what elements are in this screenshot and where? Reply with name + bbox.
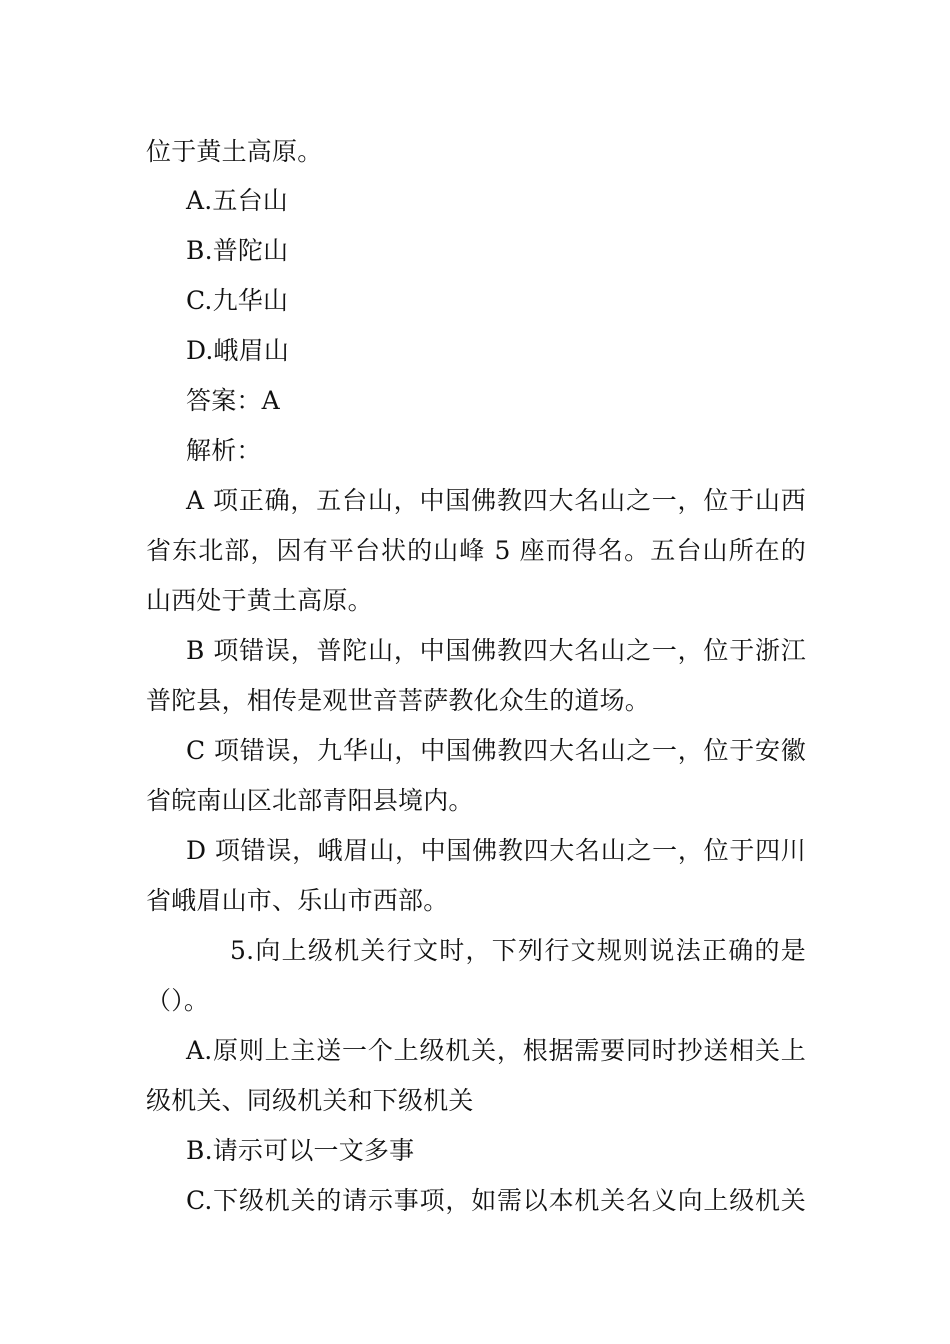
q5-option-b: B.请示可以一文多事 (186, 1136, 415, 1165)
analysis-heading: 解析： (186, 436, 262, 465)
analysis-a-line-1: A 项正确，五台山，中国佛教四大名山之一，位于山西 (186, 486, 806, 515)
q5-option-c-line-1: C.下级机关的请示事项，如需以本机关名义向上级机关 (186, 1186, 806, 1215)
option-d: D.峨眉山 (186, 336, 290, 365)
analysis-b-line-2: 普陀县，相传是观世音菩萨教化众生的道场。 (146, 686, 651, 715)
question-5-line-2: （）。 (146, 986, 210, 1015)
analysis-d-line-2: 省峨眉山市、乐山市西部。 (146, 886, 449, 915)
option-b: B.普陀山 (186, 236, 289, 265)
analysis-a-line-3: 山西处于黄土高原。 (146, 586, 373, 615)
question-5-line-1: 5.向上级机关行文时，下列行文规则说法正确的是 (230, 936, 806, 965)
q5-option-a-line-1: A.原则上主送一个上级机关，根据需要同时抄送相关上 (186, 1036, 806, 1065)
text-line: 位于黄土高原。 (146, 137, 323, 166)
analysis-a-line-2: 省东北部，因有平台状的山峰 5 座而得名。五台山所在的 (146, 536, 806, 565)
option-a: A.五台山 (186, 186, 289, 215)
analysis-d-line-1: D 项错误，峨眉山，中国佛教四大名山之一，位于四川 (186, 836, 806, 865)
analysis-c-line-2: 省皖南山区北部青阳县境内。 (146, 786, 474, 815)
option-c: C.九华山 (186, 286, 289, 315)
q5-option-a-line-2: 级机关、同级机关和下级机关 (146, 1086, 474, 1115)
answer-line: 答案：A (186, 386, 280, 415)
analysis-c-line-1: C 项错误，九华山，中国佛教四大名山之一，位于安徽 (186, 736, 806, 765)
analysis-b-line-1: B 项错误，普陀山，中国佛教四大名山之一，位于浙江 (186, 636, 806, 665)
